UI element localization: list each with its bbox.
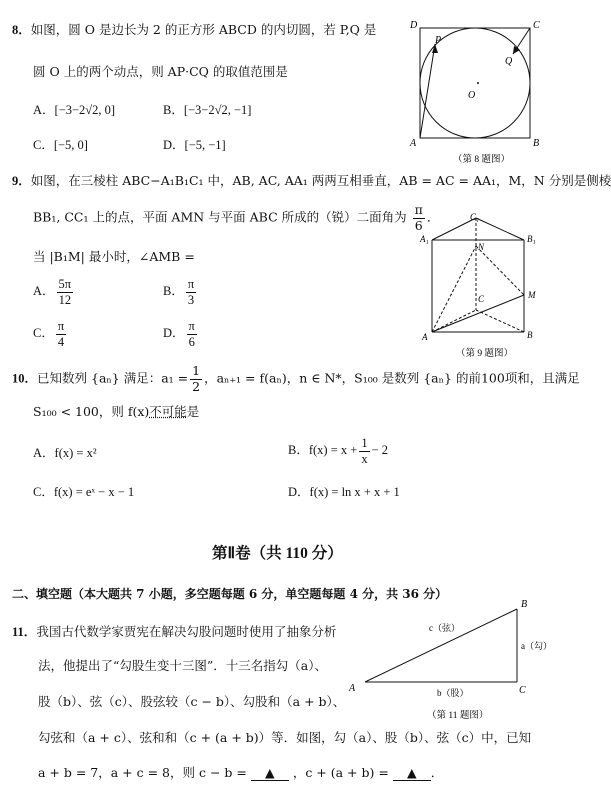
q10-stem-fraction: $\frac{1}{2}$ <box>192 363 201 394</box>
answer-blank-2[interactable]: ▲ <box>393 765 431 781</box>
q9-stem-line1 <box>12 171 611 189</box>
answer-blank-1[interactable]: ▲ <box>251 765 289 781</box>
q9-label-a1: A₁ <box>420 234 429 244</box>
q11-label-side-b: b（股） <box>437 688 469 698</box>
q11-figure <box>345 595 552 725</box>
q8-label-q: Q <box>505 56 513 67</box>
q8-option-b: B．[−3−2√2, −1] <box>163 103 252 117</box>
q11-label-a: A <box>349 683 356 694</box>
q9-label-b: B <box>527 330 533 340</box>
q9-option-d: D． $\frac{\pi}{6}$ <box>163 319 195 349</box>
q9-figure-caption: （第 9 题图） <box>456 349 514 359</box>
section2-part-heading: 二、填空题（本大题共 7 小题，多空题每题 6 分，单空题每题 4 分，共 36 分） <box>12 587 448 601</box>
q10-emphasis: 不可能 <box>149 404 187 419</box>
q8-stem-line1 <box>12 20 376 38</box>
q8-label-o: O <box>468 90 476 101</box>
q10-option-c: C．f(x) = eˣ − x − 1 <box>33 485 135 499</box>
q8-stem-text: 如图，圆 O 是边长为 2 的正方形 ABCD 的内切圆，若 P,Q 是 <box>30 22 377 37</box>
q9-label-m: M <box>528 290 536 300</box>
q9-option-a: A． $\frac{5\pi}{12}$ <box>33 277 72 307</box>
q11-label-c: C <box>519 685 526 696</box>
q8-stem-line2: 圆 O 上的两个动点，则 AP·CQ 的取值范围是 <box>33 64 288 79</box>
q11-line4: 勾弦和（a + c）、弦和和（c + (a + b)）等．如图，勾（a）、股（b）、弦（c）中，已知 <box>38 730 532 745</box>
q8-option-a: A．[−3−2√2, 0] <box>33 103 116 117</box>
q10-option-a: A．f(x) = x² <box>33 446 97 460</box>
q9-number: 9． <box>12 174 31 188</box>
q11-line3: 股（b）、弦（c）、股弦较（c − b）、勾股和（a + b）、 <box>38 694 346 709</box>
q10-stem-line1: 10．已知数列 {aₙ} 满足：a₁ = $\frac{1}{2}$ ，aₙ₊₁ = f(aₙ)，n ∈ N*，S₁₀₀ 是数列 {aₙ} 的前100项和，且满足 <box>12 363 580 394</box>
section2-title: 第Ⅱ卷（共 110 分） <box>212 545 343 562</box>
q8-label-d: D <box>410 20 418 31</box>
q9-figure <box>418 208 548 360</box>
q8-label-c: C <box>533 20 540 31</box>
q11-figure-caption: （第 11 题图） <box>427 711 489 721</box>
q8-label-b: B <box>533 138 540 149</box>
q9-stem-line2: BB₁, CC₁ 上的点，平面 AMN 与平面 ABC 所成的（锐）二面角为 $\frac{\pi}{6}$ ． <box>33 202 440 233</box>
q10-option-d: D．f(x) = ln x + x + 1 <box>288 485 400 499</box>
q9-label-c: C <box>478 294 485 304</box>
q9-stem-text: 如图，在三棱柱 ABC−A₁B₁C₁ 中，AB, AC, AA₁ 两两互相垂直，AB = AC = AA₁，M，N 分别是侧棱 <box>30 173 611 188</box>
q9-label-b1: B₁ <box>527 234 536 244</box>
q11-line1: 11．我国古代数学家贾宪在解决勾股问题时使用了抽象分析 <box>12 624 337 639</box>
q10-option-b: B．f(x) = x + $\frac{1}{x}$ − 2 <box>288 436 388 466</box>
q8-label-a: A <box>410 138 417 149</box>
q10-number: 10． <box>12 371 38 386</box>
q9-label-c1: C₁ <box>470 212 480 222</box>
q9-label-a: A <box>422 332 428 342</box>
q9-option-c: C． $\frac{\pi}{4}$ <box>33 319 65 349</box>
q8-option-d: D．[−5, −1] <box>163 138 226 152</box>
q9-stem-line3: 当 |B₁M| 最小时，∠AMB = <box>33 249 195 264</box>
q8-option-c: C．[−5, 0] <box>33 138 88 152</box>
q9-label-n: N <box>478 242 485 252</box>
q8-label-p: P <box>435 35 442 46</box>
q10-stem-line2: S₁₀₀ < 100，则 f(x)不可能是 <box>33 404 200 419</box>
q11-number: 11． <box>12 625 37 639</box>
q11-label-side-a: a（勾） <box>521 641 552 651</box>
q11-label-hypotenuse: c（弦） <box>429 623 460 633</box>
q9-stem-fraction: $\frac{\pi}{6}$ <box>414 202 423 233</box>
q11-line2: 法，他提出了“勾股生变十三图”．十三名指勾（a）、 <box>38 658 327 673</box>
q8-figure-caption: （第 8 题图） <box>453 155 511 165</box>
q11-line5: a + b = 7，a + c = 8，则 c − b = ▲ ，c + (a + b) = ▲ ． <box>38 765 444 780</box>
q8-figure <box>408 16 548 166</box>
q9-option-b: B． $\frac{\pi}{3}$ <box>163 277 195 307</box>
q11-label-b: B <box>521 599 528 610</box>
q8-number: 8． <box>12 23 31 37</box>
